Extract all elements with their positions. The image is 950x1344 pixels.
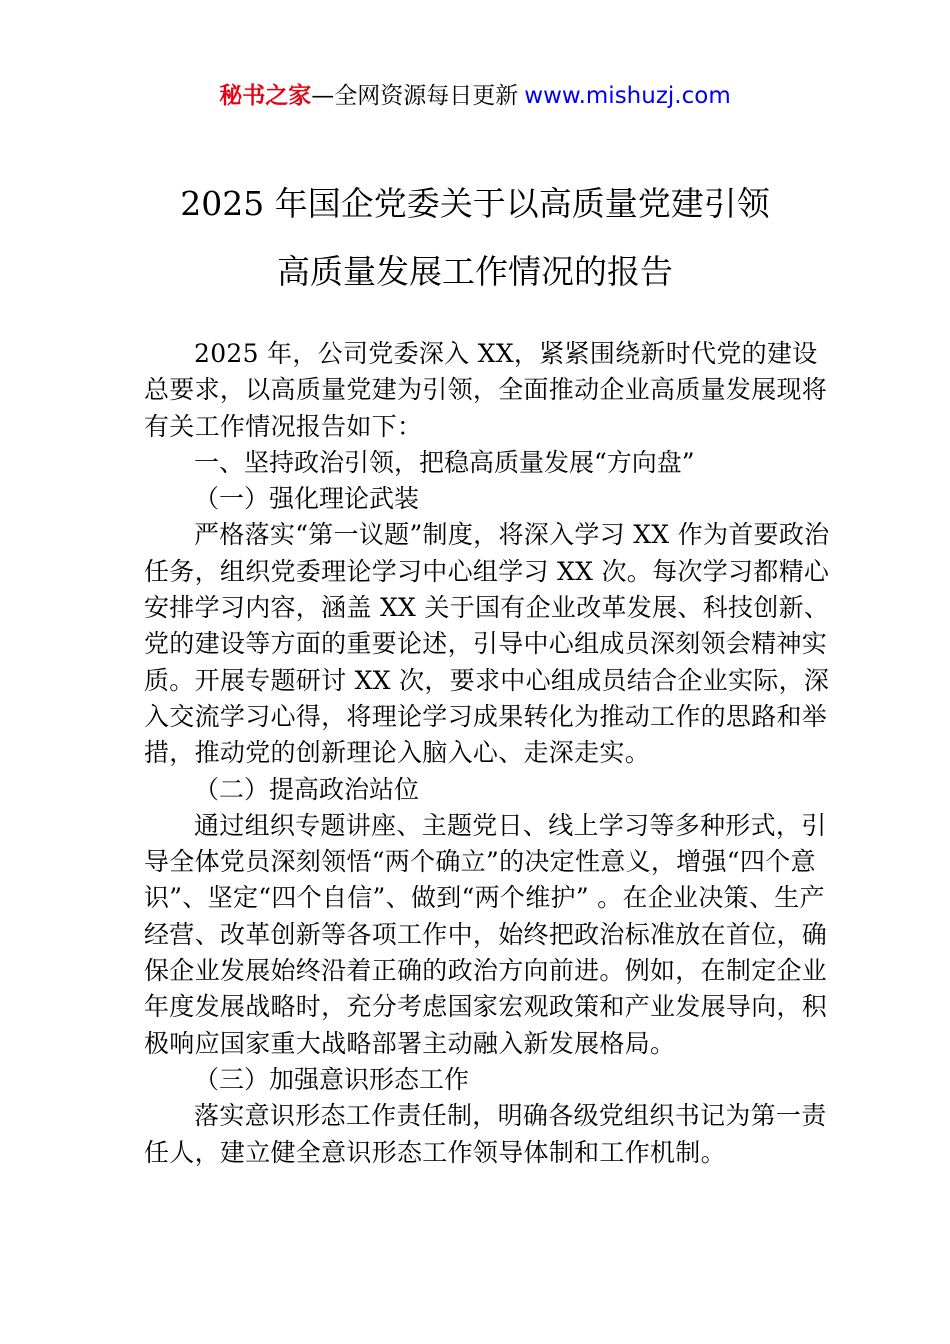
document-title-line2: 高质量发展工作情况的报告 [277, 252, 673, 291]
paragraph-2: 通过组织专题讲座、主题党日、线上学习等多种形式，引导全体党员深刻领悟“两个确立”的决定性意义，增强“四个意识”、坚定“四个自信”、做到“两个维护” 。在企业决策、生产经营、改革创新等各项工作中，始终把政治标准放在首位，确保企业发展始终沿着正确的政治方向前进。例如，在制定企业年度发展战略时，充分考虑国家宏观政策和产业发展导向，积极响应国家重大战略部署主动融入新发展格局。 [144, 810, 828, 1058]
subsection-heading-1: （一）强化理论武装 [194, 484, 420, 514]
subsection-heading-3: （三）加强意识形态工作 [194, 1064, 470, 1094]
site-banner [0, 80, 950, 112]
section-heading-1: 一、坚持政治引领，把稳高质量发展“方向盘” [194, 447, 695, 477]
site-url-link[interactable]: www.mishuzj.com [524, 83, 731, 109]
paragraph-3: 落实意识形态工作责任制，明确各级党组织书记为第一责任人，建立健全意识形态工作领导体制和工作机制。 [144, 1101, 827, 1167]
subsection-heading-2: （二）提高政治站位 [194, 774, 420, 804]
brand-name: 秘书之家 [219, 83, 312, 109]
paragraph-1: 严格落实“第一议题”制度，将深入学习 XX 作为首要政治任务，组织党委理论学习中心组学习 XX 次。每次学习都精心安排学习内容，涵盖 XX 关于国有企业改革发展、科技创新、党的建设等方面的重要论述，引导中心组成员深刻领会精神实质。开展专题研讨 XX 次，要求中心组成员结合企业实际，深入交流学习心得，将理论学习成果转化为推动工作的思路和举措，推动党的创新理论入脑入心、走深走实。 [144, 520, 830, 768]
document-title-line1: 2025 年国企党委关于以高质量党建引领 [180, 184, 770, 223]
banner-tagline: —全网资源每日更新 [311, 83, 519, 109]
intro-paragraph: 2025 年，公司党委深入 XX，紧紧围绕新时代党的建设总要求，以高质量党建为引领，全面推动企业高质量发展现将有关工作情况报告如下： [144, 339, 828, 441]
document-body [144, 336, 834, 1171]
